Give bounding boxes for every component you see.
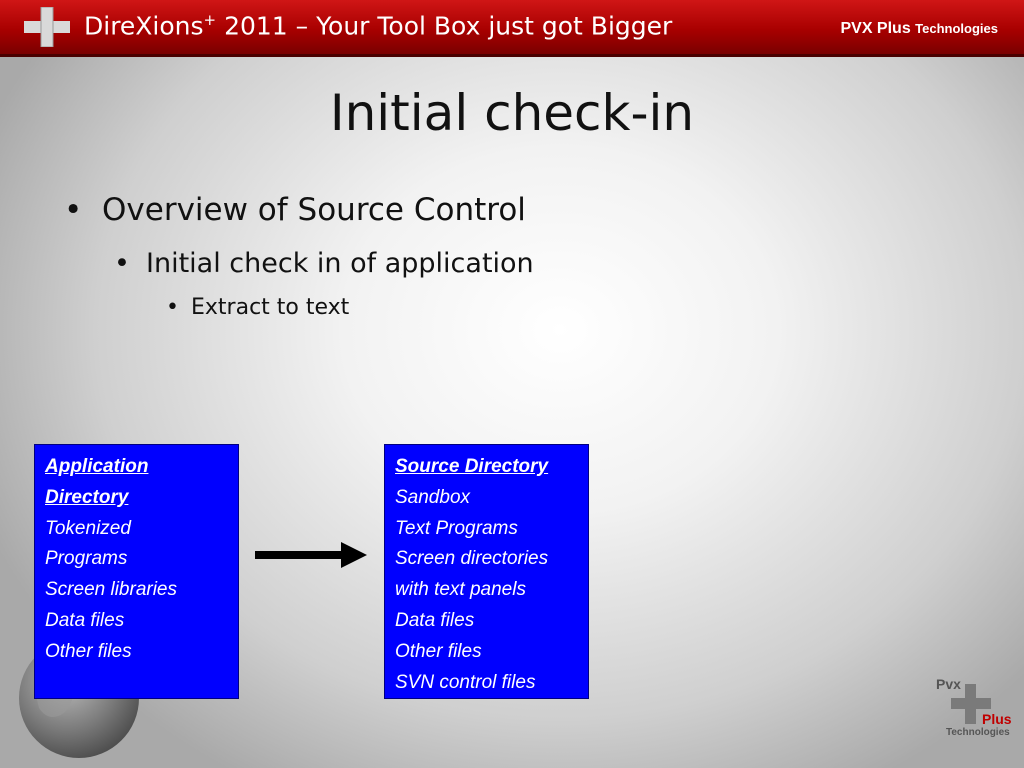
list-item: Sandbox [395,486,471,508]
list-item: Other files [395,640,482,662]
list-item: Text Programs [395,517,518,539]
box-heading: Directory [45,486,129,508]
bullet-level2: • Initial check in of application [114,248,534,279]
list-item: Screen directories [395,548,549,570]
list-item: Programs [45,548,128,570]
bullet-dot-icon: • [114,248,130,279]
bullet-dot-icon: • [64,192,83,228]
list-item: Tokenized [45,517,131,539]
brand-name: PVX Plus Technologies [840,20,998,37]
plus-logo-icon [24,7,70,47]
list-item: Other files [45,640,132,662]
arrow-right-icon [255,540,370,570]
source-directory-box [384,444,589,699]
list-item: with text panels [395,579,526,601]
slide-title: Initial check-in [329,84,695,142]
list-item: Screen libraries [45,579,177,601]
header-bar [0,0,1024,57]
bullet-level1: • Overview of Source Control [64,192,526,228]
pvx-plus-logo-icon: Pvx Plus Technologies [936,676,1012,738]
list-item: Data files [395,609,475,631]
bullet-dot-icon: • [166,295,179,320]
list-item: Data files [45,609,125,631]
bullet-level3: • Extract to text [166,295,350,320]
box-heading: Source Directory [395,456,549,477]
application-directory-box [34,444,239,699]
header-title: DireXions+ 2011 – Your Tool Box just got Bigger [84,11,673,41]
list-item: SVN control files [395,671,536,693]
box-heading: Application [45,456,149,477]
